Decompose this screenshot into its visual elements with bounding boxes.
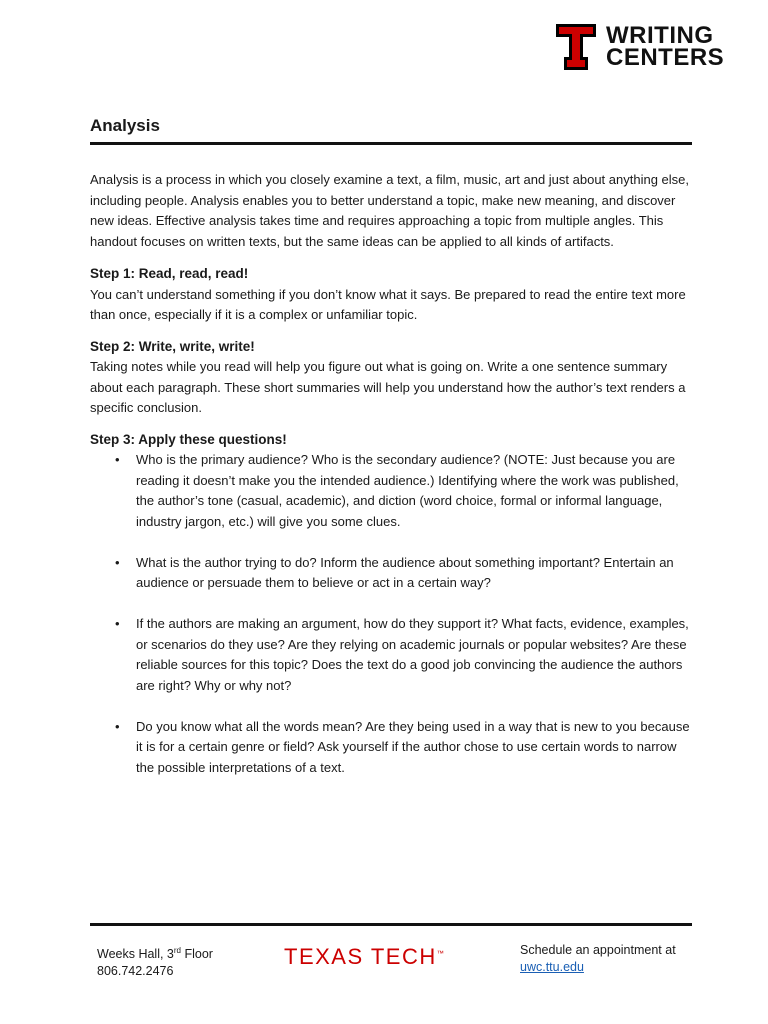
writing-centers-logo bbox=[556, 24, 724, 70]
handout-body bbox=[90, 170, 692, 799]
page-title: Analysis bbox=[90, 116, 160, 135]
step-1-heading: Step 1: Read, read, read! bbox=[90, 266, 249, 281]
step-1-section bbox=[90, 264, 692, 326]
step-2-section bbox=[90, 337, 692, 419]
logo-wordmark bbox=[606, 22, 725, 71]
list-item: • Do you know what all the words mean? Are they being used in a way that is new to you because it is for a certain genre or field? Ask yourself if the author chose to use certain words to narrow the possible interpretations of a text. bbox=[136, 717, 692, 779]
step-1-body: You can’t understand something if you don’t know what it says. Be prepared to read the entire text more than once, especially if it is a complex or unfamiliar topic. bbox=[90, 286, 686, 322]
double-t-logo-icon bbox=[556, 24, 596, 70]
step-2-heading: Step 2: Write, write, write! bbox=[90, 338, 255, 354]
step-3-heading: Step 3: Apply these questions! bbox=[90, 431, 287, 447]
title-divider bbox=[90, 142, 692, 145]
address-line bbox=[97, 942, 213, 963]
address-pre: Weeks Hall, 3 bbox=[97, 947, 174, 962]
address-sup: rd bbox=[173, 946, 182, 955]
intro-paragraph: Analysis is a process in which you closely examine a text, a film, music, art and just about anything else, including people. Analysis enables you to better understand a topic, make new meaning, and discover new ideas. Effective analysis takes time and requires approaching a topic from multiple angles. This handout focuses on written texts, but the same ideas can be applied to all kinds of artifacts. bbox=[90, 172, 690, 249]
schedule-link[interactable]: uwc.ttu.edu bbox=[520, 960, 584, 974]
brand-text: TEXAS TECH bbox=[284, 944, 437, 969]
step-2-body: Taking notes while you read will help you figure out what is going on. Write a one sentence summary about each paragraph. These short summaries will help you understand how the author’s text renders a specific conclusion. bbox=[90, 359, 686, 415]
step-3-section bbox=[90, 430, 692, 779]
list-item: • What is the author trying to do? Inform the audience about something important? Entertain an audience or persuade them to believe or act in a certain way? bbox=[136, 553, 692, 594]
footer-schedule bbox=[520, 942, 676, 976]
logo-line-1: WRITING bbox=[606, 22, 714, 49]
logo-line-2: CENTERS bbox=[606, 44, 725, 71]
questions-list bbox=[90, 450, 692, 778]
phone-number: 806.742.2476 bbox=[97, 964, 174, 979]
footer-address bbox=[97, 942, 213, 980]
footer-divider bbox=[90, 923, 692, 926]
schedule-text: Schedule an appointment at bbox=[520, 943, 676, 957]
address-post: Floor bbox=[181, 947, 213, 962]
trademark: ™ bbox=[436, 950, 444, 958]
list-item: • If the authors are making an argument, how do they support it? What facts, evidence, examples, or scenarios do they use? Are they relying on academic journals or popular websites? Are these reliable sources for this topic? Does the text do a good job convincing the audience the authors are right? Why or why not? bbox=[136, 614, 692, 696]
list-item: • Who is the primary audience? Who is the secondary audience? (NOTE: Just because you are reading it doesn’t make you the intended audience.) Identifying where the work was published, the author’s tone (casual, academic), and diction (word choice, formal or informal language, industry jargon, etc.) will give you some clues. bbox=[136, 450, 692, 532]
texas-tech-logo bbox=[284, 944, 444, 970]
